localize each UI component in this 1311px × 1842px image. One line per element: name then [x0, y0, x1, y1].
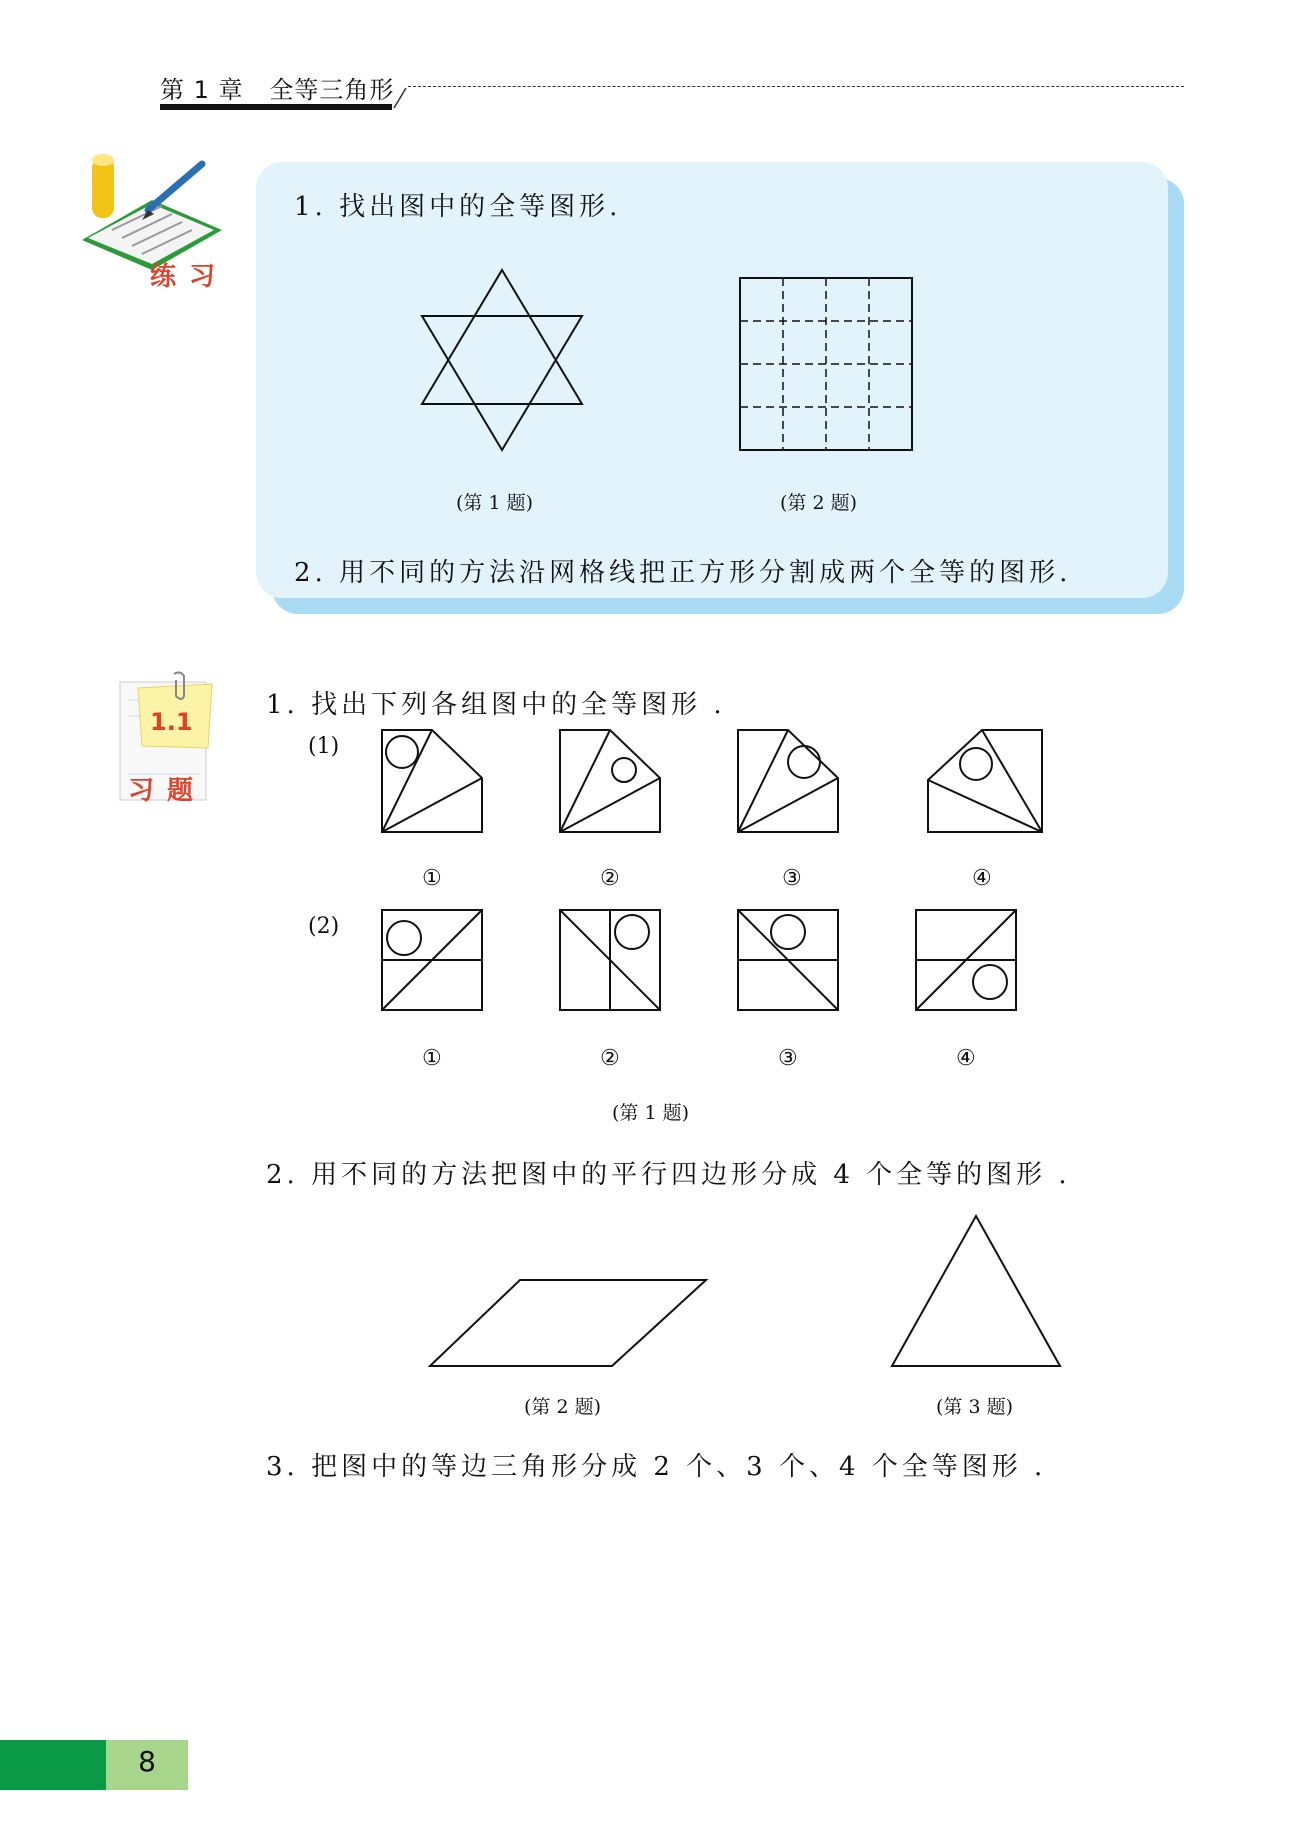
page-tab-dark [0, 1740, 106, 1790]
group-1-marker-4: ④ [972, 866, 992, 891]
group-1-marker-1: ① [422, 866, 442, 891]
exercise-caption-3: (第 3 题) [936, 1396, 1013, 1418]
chapter-number: 第 1 章 [160, 76, 244, 104]
group-2-figure-1 [380, 908, 486, 1014]
header-slash [392, 84, 408, 110]
group-2-figure-4 [914, 908, 1020, 1014]
header-underline [160, 104, 392, 110]
exercise-question-3: 3. 把图中的等边三角形分成 2 个、3 个、4 个全等图形 . [266, 1452, 1047, 1482]
page-number: 8 [138, 1745, 156, 1778]
group-1-marker-3: ③ [782, 866, 802, 891]
practice-question-2: 2. 用不同的方法沿网格线把正方形分割成两个全等的图形. [294, 558, 1072, 588]
parallelogram-figure [426, 1276, 710, 1370]
group-1-figure-3 [736, 726, 846, 836]
exercise-caption-1: (第 1 题) [612, 1102, 689, 1124]
practice-caption-2: (第 2 题) [780, 492, 857, 514]
exercise-question-2: 2. 用不同的方法把图中的平行四边形分成 4 个全等的图形 . [266, 1160, 1071, 1190]
grid-square-figure [738, 276, 914, 452]
equilateral-triangle-figure [888, 1212, 1064, 1372]
practice-question-1: 1. 找出图中的全等图形. [294, 192, 622, 222]
chapter-header [160, 70, 394, 105]
practice-icon-label: 练 习 [150, 262, 218, 292]
group-1-label: (1) [308, 734, 340, 759]
practice-caption-1: (第 1 题) [456, 492, 533, 514]
exercise-caption-2: (第 2 题) [524, 1396, 601, 1418]
group-2-marker-1: ① [422, 1046, 442, 1071]
chapter-title: 全等三角形 [269, 76, 395, 104]
group-2-marker-3: ③ [778, 1046, 798, 1071]
header-dashed-rule [408, 86, 1184, 87]
badge-number: 1.1 [150, 708, 193, 736]
group-2-figure-2 [558, 908, 664, 1014]
hexagram-figure [420, 266, 590, 456]
group-2-label: (2) [308, 914, 340, 939]
group-1-figure-4 [926, 726, 1046, 836]
group-2-marker-4: ④ [956, 1046, 976, 1071]
practice-box [256, 162, 1168, 598]
group-1-figure-1 [380, 726, 490, 836]
group-2-figure-3 [736, 908, 842, 1014]
group-2-marker-2: ② [600, 1046, 620, 1071]
badge-label: 习 题 [128, 776, 196, 806]
group-1-marker-2: ② [600, 866, 620, 891]
exercise-question-1: 1. 找出下列各组图中的全等图形 . [266, 690, 726, 720]
group-1-figure-2 [558, 726, 668, 836]
